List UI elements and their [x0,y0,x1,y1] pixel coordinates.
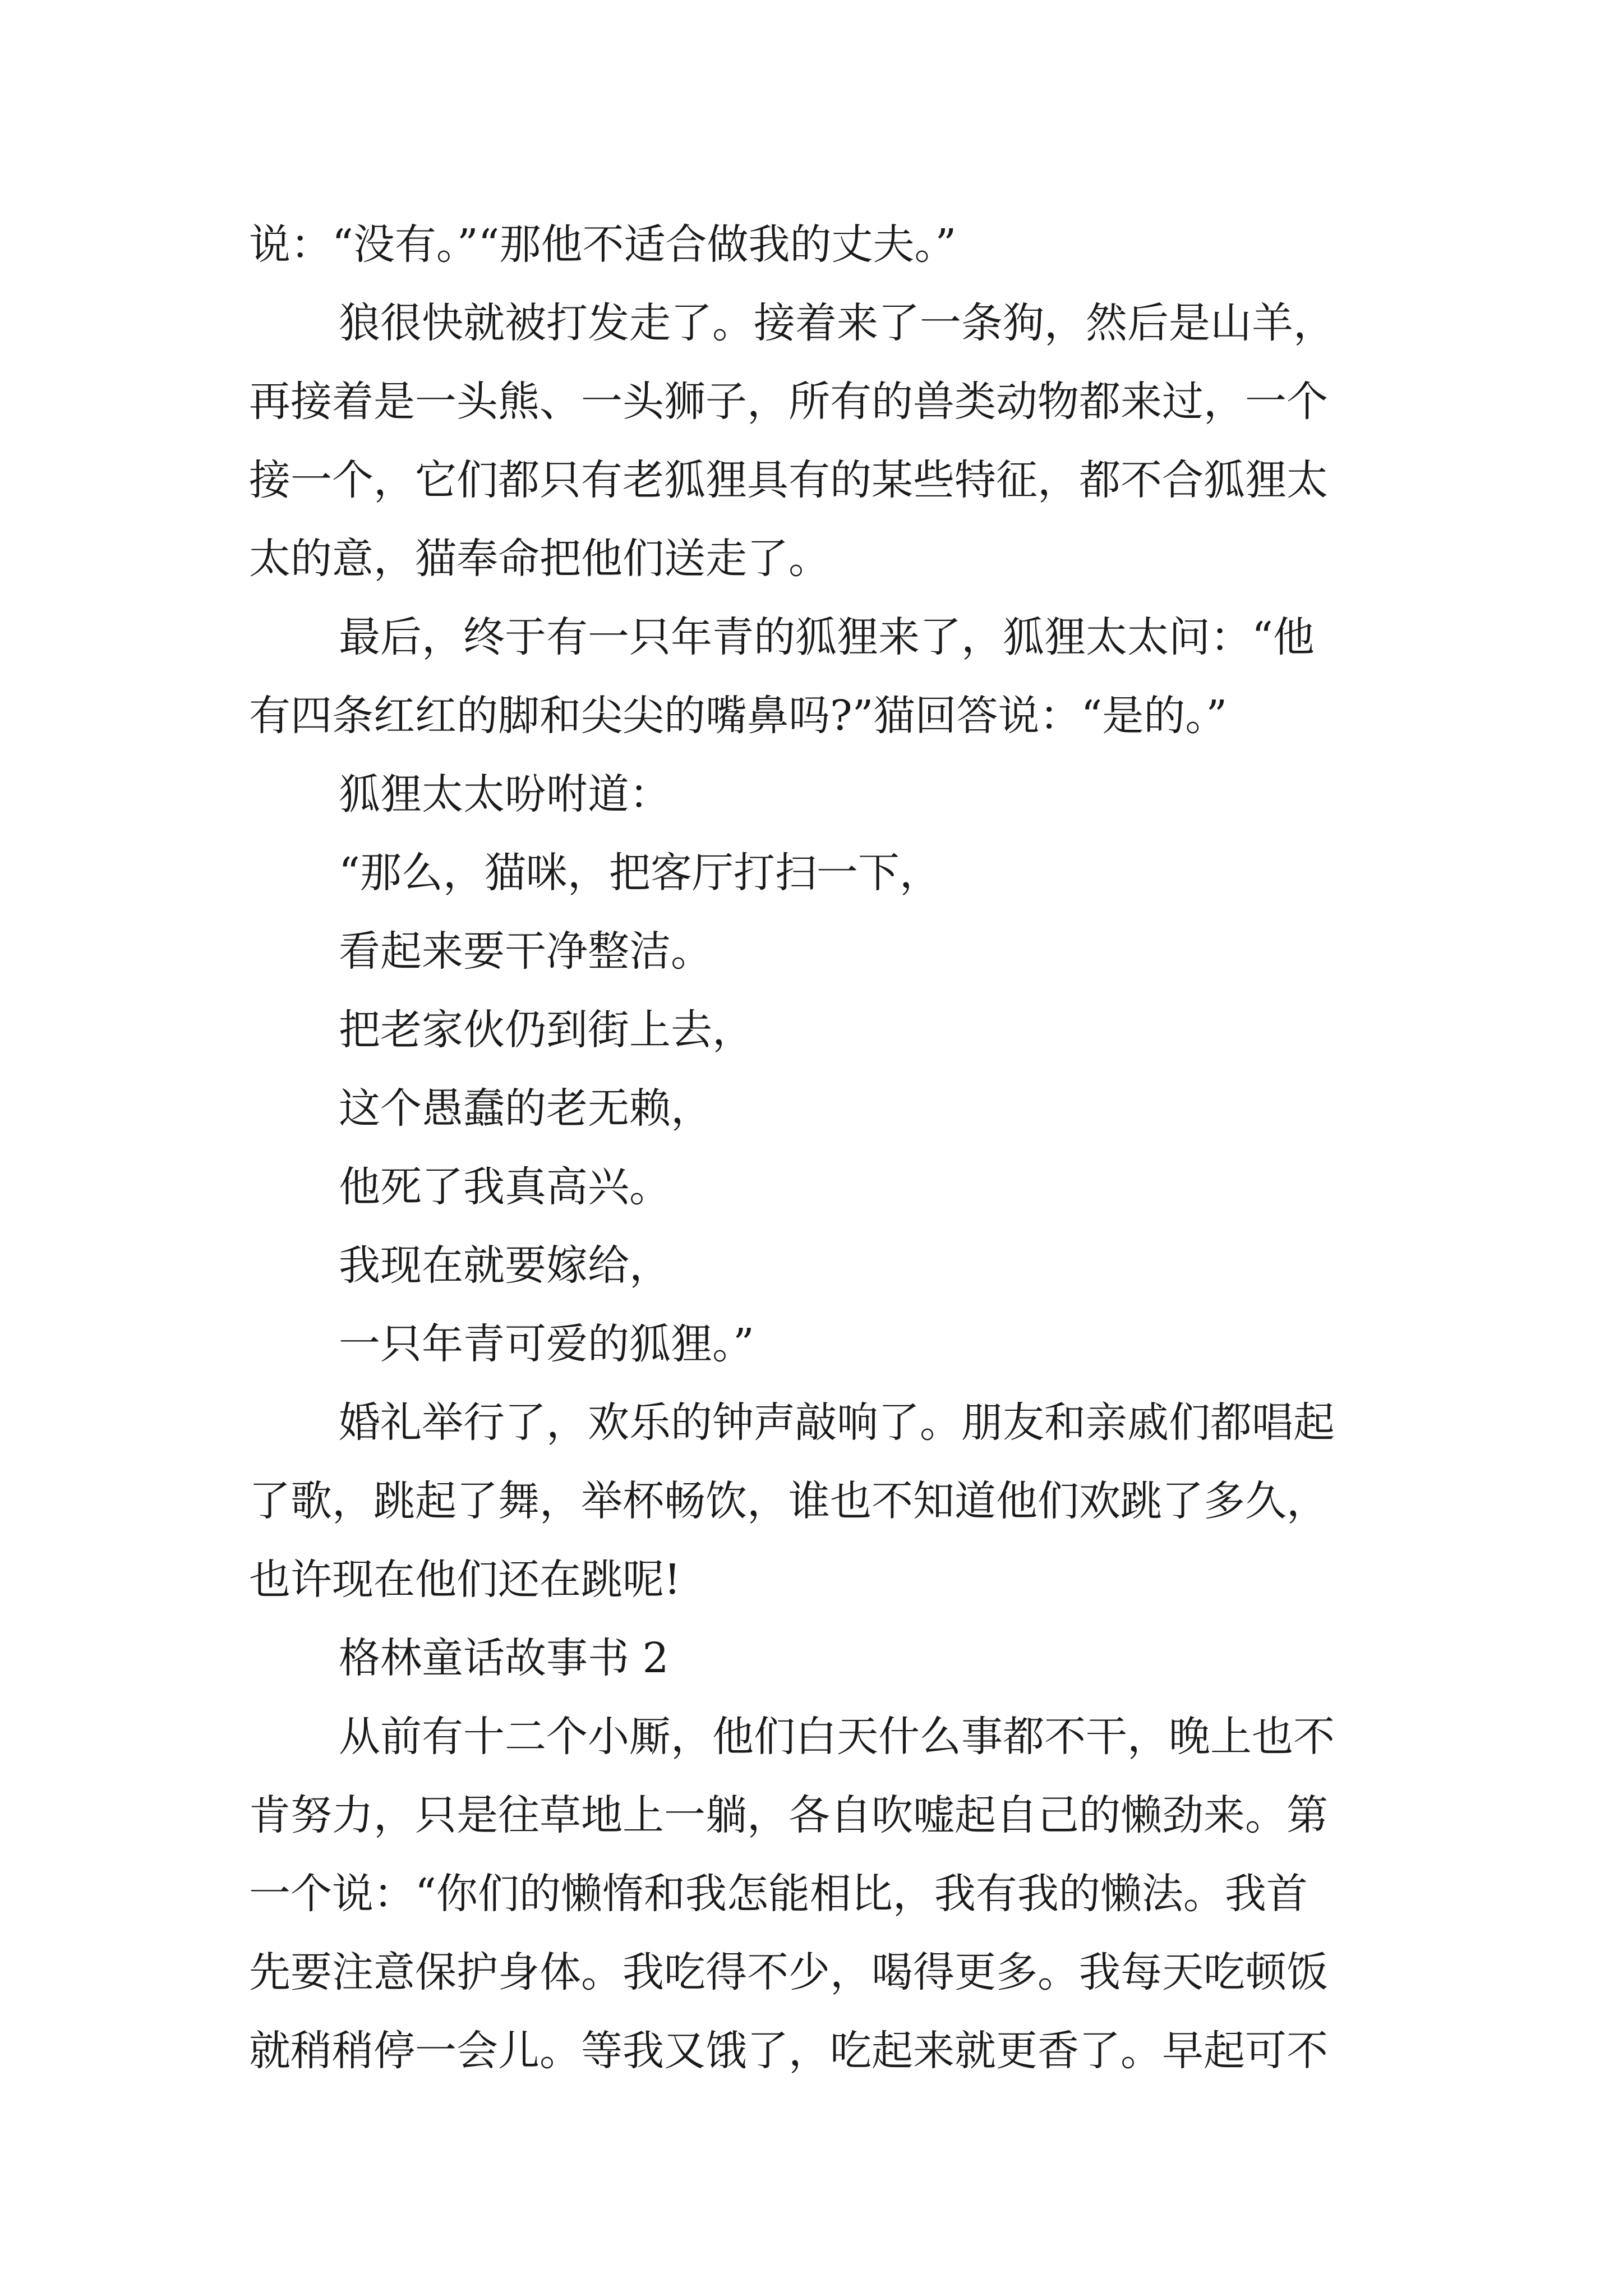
text-line: 说：“没有。”“那他不适合做我的丈夫。” [249,220,957,269]
text-line: “那么，猫咪，把客厅打扫一下， [339,849,941,897]
text-line: 就稍稍停一会儿。等我又饿了，吃起来就更香了。早起可不 [249,2027,1328,2075]
text-line: 狼很快就被打发走了。接着来了一条狗，然后是山羊， [339,299,1335,347]
text-line: 最后，终于有一只年青的狐狸来了，狐狸太太问：“他 [339,613,1315,661]
text-line: 太的意，猫奉命把他们送走了。 [249,535,830,583]
text-line: 我现在就要嫁给， [339,1241,671,1290]
text-line: 狐狸太太吩咐道： [339,770,671,818]
text-line: 也许现在他们还在跳呢! [249,1556,681,1604]
text-line: 再接着是一头熊、一头狮子，所有的兽类动物都来过，一个 [249,378,1328,426]
text-line: 从前有十二个小厮，他们白天什么事都不干，晚上也不 [339,1713,1335,1761]
text-line: 有四条红红的脚和尖尖的嘴鼻吗?”猫回答说：“是的。” [249,692,1228,740]
text-line: 先要注意保护身体。我吃得不少，喝得更多。我每天吃顿饭 [249,1948,1328,1996]
text-line: 一只年青可爱的狐狸。” [339,1320,754,1368]
text-line: 这个愚蠢的老无赖， [339,1084,712,1133]
text-line: 婚礼举行了，欢乐的钟声敲响了。朋友和亲戚们都唱起 [339,1398,1335,1447]
section-heading: 格林童话故事书 2 [339,1634,669,1682]
text-line: 接一个，它们都只有老狐狸具有的某些特征，都不合狐狸太 [249,456,1328,504]
text-line: 他死了我真高兴。 [339,1163,671,1211]
text-line: 一个说：“你们的懒惰和我怎能相比，我有我的懒法。我首 [249,1870,1308,1918]
text-line: 看起来要干净整洁。 [339,927,712,976]
text-line: 了歌，跳起了舞，举杯畅饮，谁也不知道他们欢跳了多久， [249,1477,1328,1525]
text-line: 肯努力，只是往草地上一躺，各自吹嘘起自己的懒劲来。第 [249,1791,1328,1839]
text-line: 把老家伙仍到街上去， [339,1006,754,1054]
